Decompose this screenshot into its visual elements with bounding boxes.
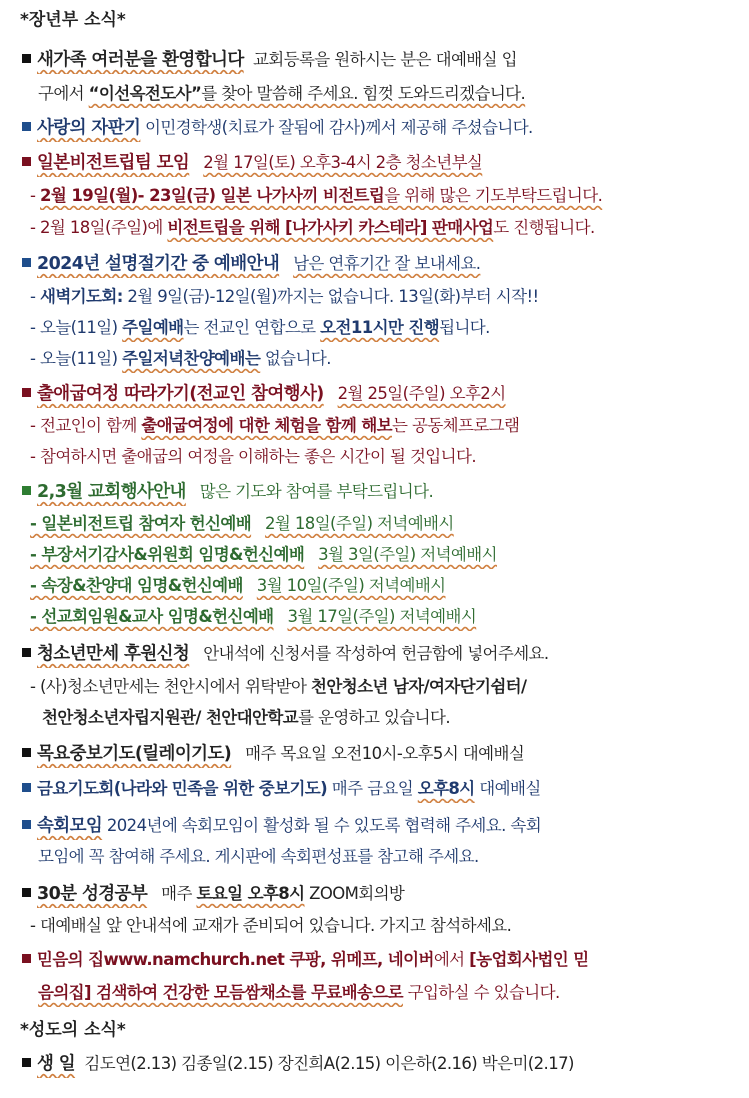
faith-line-1 xyxy=(22,946,749,974)
youth-text: 안내석에 신청서를 작성하여 헌금함에 넣어주세요. xyxy=(203,644,549,663)
cell-text-1: 2024년에 속회모임이 활성화 될 수 있도록 협력해 주세요. 속회 xyxy=(106,816,542,835)
faith-text3: 음의집] 검색하여 건강한 모듬쌈채소를 무료배송으로 xyxy=(38,983,403,1002)
japan-sub-2 xyxy=(30,214,749,242)
holiday-sub1b: 새벽기도회: xyxy=(40,287,123,306)
events-row-when: 3월 3일(주일) 저녁예배시 xyxy=(318,545,497,564)
japan-sub2c: 도 진행됩니다. xyxy=(493,218,595,237)
events-row-label: - 선교회임원&교사 임명&헌신예배 xyxy=(30,607,274,626)
japan-sub1c: 을 위해 많은 기도부탁드립니다. xyxy=(384,186,603,205)
bullet-icon xyxy=(22,820,31,829)
friday-text2: 오후8시 xyxy=(417,779,475,798)
exodus-sub-2 xyxy=(30,443,749,471)
holiday-sub3a: - 오늘(11일) xyxy=(30,349,123,368)
holiday-sub-2 xyxy=(30,314,749,342)
bible-title: 30분 성경공부 xyxy=(37,884,148,904)
faith-line-2 xyxy=(38,979,749,1007)
holiday-sub2b: 주일예배 xyxy=(122,318,184,337)
bullet-icon xyxy=(22,1058,31,1067)
holiday-text: 남은 연휴기간 잘 보내세요. xyxy=(293,254,481,273)
cell-line-1 xyxy=(22,812,749,840)
holiday-sub3b: 주일저녁찬양예배는 xyxy=(122,349,261,368)
friday-text3: 대예배실 xyxy=(474,779,541,798)
bullet-icon xyxy=(22,783,31,792)
bible-line xyxy=(22,880,749,908)
friday-text1: 매주 금요일 xyxy=(331,779,418,798)
youth-sub2a: 천안청소년자립지원관/ 천안대안학교 xyxy=(42,708,298,727)
friday-line xyxy=(22,775,749,803)
faith-text4: 구입하실 수 있습니다. xyxy=(402,983,560,1002)
welcome-text-2a: 구에서 xyxy=(38,84,89,103)
events-text: 많은 기도와 참여를 부탁드립니다. xyxy=(199,482,434,501)
faith-text1: 에서 xyxy=(433,950,470,969)
welcome-title: 새가족 여러분을 환영합니다 xyxy=(37,50,244,70)
japan-sub2b: 비전트립을 위해 [나가사키 카스테라] 판매사업 xyxy=(167,218,494,237)
events-line xyxy=(22,478,749,506)
vending-line xyxy=(22,114,749,142)
youth-sub2b: 를 운영하고 있습니다. xyxy=(298,708,450,727)
events-row-label: - 속장&찬양대 임명&헌신예배 xyxy=(30,576,243,595)
thursday-text: 매주 목요일 오전10시-오후5시 대예배실 xyxy=(245,744,525,763)
events-title: 2,3월 교회행사안내 xyxy=(37,482,186,502)
bible-sub-text: - 대예배실 앞 안내석에 교재가 준비되어 있습니다. 가지고 참석하세요. xyxy=(30,916,512,935)
holiday-line xyxy=(22,250,749,278)
birthday-line xyxy=(22,1050,749,1078)
youth-sub-2 xyxy=(42,704,749,732)
japan-title: 일본비전트립팀 모임 xyxy=(37,153,190,173)
bullet-icon xyxy=(22,888,31,897)
holiday-title: 2024년 설명절기간 중 예배안내 xyxy=(37,254,280,274)
bullet-icon xyxy=(22,258,31,267)
japan-sub1a: - xyxy=(30,186,40,205)
bullet-icon xyxy=(22,388,31,397)
youth-sub1b: 천안청소년 남자/여자단기쉼터/ xyxy=(311,677,527,696)
bullet-icon xyxy=(22,122,31,131)
events-row-when: 3월 10일(주일) 저녁예배시 xyxy=(256,576,446,595)
events-row-when: 3월 17일(주일) 저녁예배시 xyxy=(287,607,477,626)
holiday-sub-3 xyxy=(30,345,749,373)
cell-text-2: 모임에 꼭 참여해 주세요. 게시판에 속회편성표를 참고해 주세요. xyxy=(38,847,479,866)
exodus-line xyxy=(22,380,749,408)
youth-sub1a: - (사)청소년만세는 천안시에서 위탁받아 xyxy=(30,677,312,696)
bullet-icon xyxy=(22,486,31,495)
events-row-label: - 일본비전트립 참여자 헌신예배 xyxy=(30,514,252,533)
events-row-when: 2월 18일(주일) 저녁예배시 xyxy=(265,514,454,533)
events-row xyxy=(30,510,749,538)
bullet-icon xyxy=(22,954,31,963)
cell-line-2 xyxy=(38,843,749,871)
exodus-sub1c: 는 공동체프로그램 xyxy=(392,416,520,435)
holiday-sub1c: 2월 9일(금)-12일(월)까지는 없습니다. 13일(화)부터 시작!! xyxy=(122,287,539,306)
japan-text: 2월 17일(토) 오후3-4시 2층 청소년부실 xyxy=(203,153,483,172)
events-row xyxy=(30,541,749,569)
bullet-icon xyxy=(22,157,31,166)
events-row xyxy=(30,572,749,600)
bullet-icon xyxy=(22,748,31,757)
birthday-text: 김도연(2.13) 김종일(2.15) 장진희A(2.15) 이은하(2.16) 박은미(2.17) xyxy=(84,1054,574,1073)
holiday-sub2c: 는 전교인 연합으로 xyxy=(183,318,321,337)
holiday-sub-1 xyxy=(30,283,749,311)
exodus-sub2: - 참여하시면 출애굽의 여정을 이해하는 좋은 시간이 될 것입니다. xyxy=(30,447,476,466)
faith-text2: [농업회사법인 믿 xyxy=(469,950,589,969)
bible-sub xyxy=(30,912,749,940)
cell-title: 속회모임 xyxy=(37,816,103,836)
member-news-heading: *성도의 소식* xyxy=(20,1020,126,1040)
welcome-pastor-name: “이선옥전도사” xyxy=(88,84,202,103)
youth-sub-1 xyxy=(30,673,749,701)
exodus-text: 2월 25일(주일) 오후2시 xyxy=(337,384,506,403)
welcome-line-1 xyxy=(22,46,749,74)
holiday-sub2e: 됩니다. xyxy=(439,318,490,337)
events-row xyxy=(30,603,749,631)
youth-title: 청소년만세 후원신청 xyxy=(37,644,190,664)
church-news-heading: *장년부 소식* xyxy=(20,10,126,30)
events-row-label: - 부장서기감사&위원회 임명&헌신예배 xyxy=(30,545,305,564)
thursday-line xyxy=(22,740,749,768)
youth-line xyxy=(22,640,749,668)
holiday-sub2a: - 오늘(11일) xyxy=(30,318,123,337)
exodus-sub1a: - 전교인이 함께 xyxy=(30,416,142,435)
exodus-sub-1 xyxy=(30,412,749,440)
faith-title: 믿음의 집www.namchurch.net 쿠팡, 위메프, 네이버 xyxy=(37,950,434,969)
bible-text2: 토요일 오후8시 xyxy=(196,884,305,903)
bullet-icon xyxy=(22,648,31,657)
exodus-sub1b: 출애굽여정에 대한 체험을 함께 해보 xyxy=(141,416,392,435)
holiday-sub1a: - xyxy=(30,287,40,306)
japan-sub2a: - 2월 18일(주일)에 xyxy=(30,218,168,237)
holiday-sub2d: 오전11시만 진행 xyxy=(320,318,440,337)
birthday-title: 생 일 xyxy=(37,1054,76,1074)
friday-title: 금요기도회(나라와 민족을 위한 중보기도) xyxy=(37,779,328,798)
japan-line xyxy=(22,149,749,177)
bullet-icon xyxy=(22,54,31,63)
welcome-text-2c: 를 찾아 말씀해 주세요. 힘껏 도와드리겠습니다. xyxy=(201,84,526,103)
vending-text: 이민경학생(치료가 잘됨에 감사)께서 제공해 주셨습니다. xyxy=(144,118,533,137)
vending-title: 사랑의 자판기 xyxy=(37,118,141,138)
holiday-sub3c: 없습니다. xyxy=(260,349,331,368)
welcome-text-1: 교회등록을 원하시는 분은 대예배실 입 xyxy=(252,50,517,69)
bible-text1: 매주 xyxy=(161,884,197,903)
japan-sub-1 xyxy=(30,182,749,210)
bible-text3: ZOOM회의방 xyxy=(304,884,405,903)
exodus-title: 출애굽여정 따라가기(전교인 참여행사) xyxy=(37,384,324,404)
japan-sub1b: 2월 19일(월)- 23일(금) 일본 나가사끼 비전트립 xyxy=(40,186,385,205)
welcome-line-2 xyxy=(38,80,749,108)
thursday-title: 목요중보기도(릴레이기도) xyxy=(37,744,232,764)
